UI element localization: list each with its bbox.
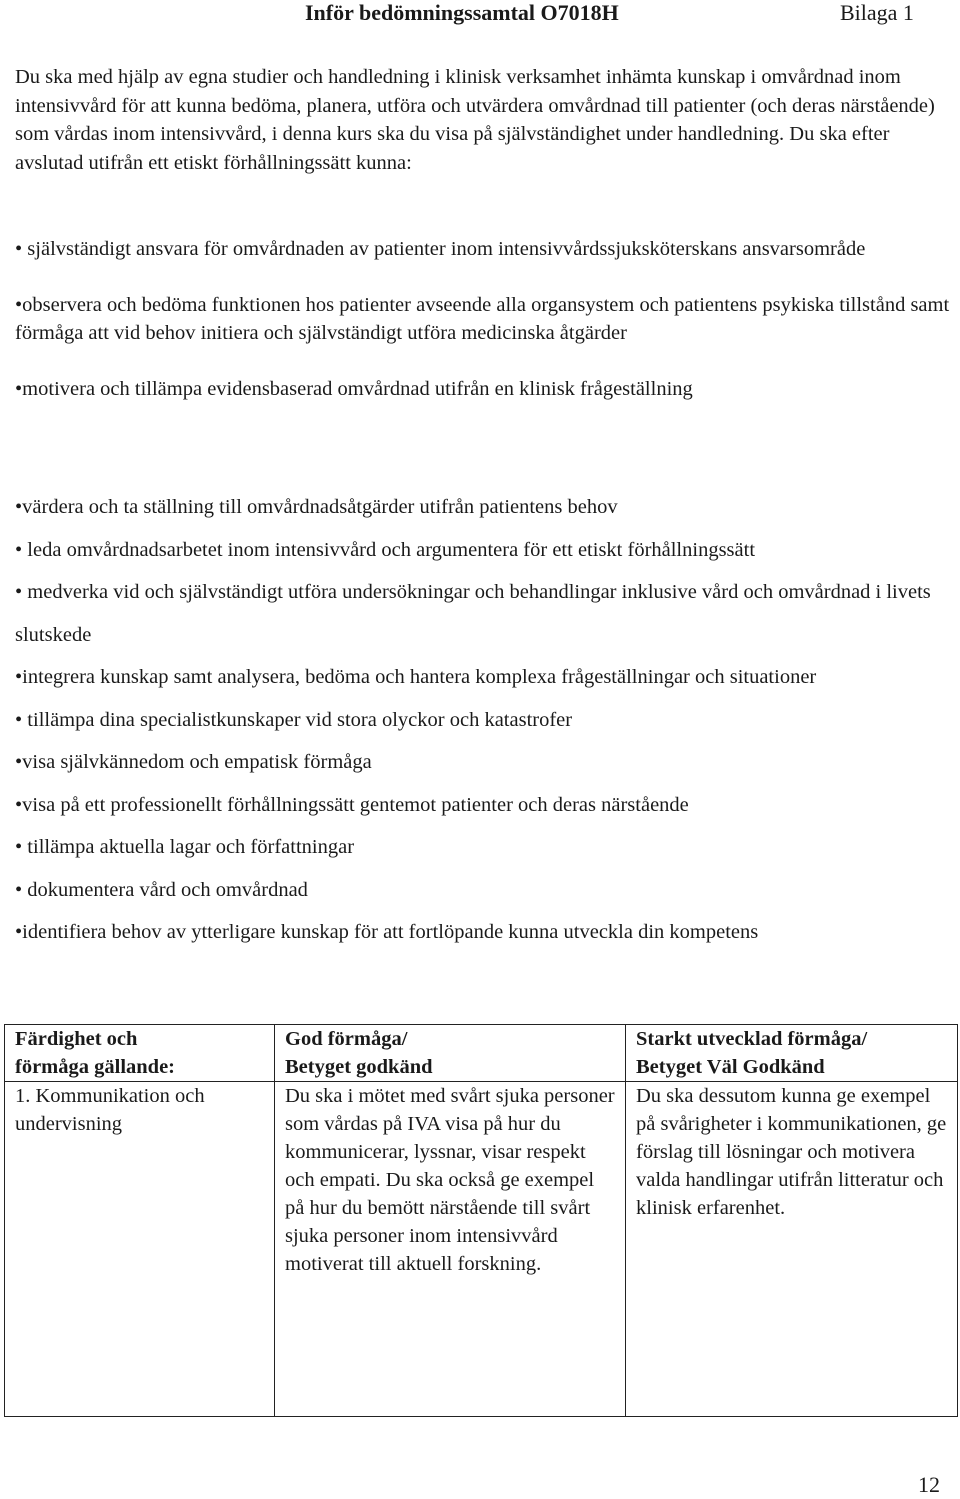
objective-item: •motivera och tillämpa evidensbaserad omvårdnad utifrån en klinisk frågeställning — [15, 378, 693, 400]
table-header-good — [275, 1025, 626, 1082]
header-line: Betyget godkänd — [285, 1056, 433, 1078]
grading-table — [4, 1024, 958, 1417]
table-row — [5, 1082, 958, 1417]
table-header-skill — [5, 1025, 275, 1082]
header-line: Färdighet och — [15, 1028, 138, 1050]
good-criteria-cell: Du ska i mötet med svårt sjuka personer som vårdas på IVA visa på hur du kommunicerar, lyssnar, visar respekt och empati. Du ska också ge exempel på hur du bemött närstående till svårt sjuka personer inom intensivvård motiverat till aktuell forskning. — [275, 1082, 626, 1417]
very-good-criteria-cell: Du ska dessutom kunna ge exempel på svårigheter i kommunikationen, ge förslag till lösningar och motivera valda handlingar utifrån litteratur och klinisk erfarenhet. — [626, 1082, 958, 1417]
document-title: Inför bedömningssamtal O7018H — [305, 0, 619, 25]
table-header-very-good — [626, 1025, 958, 1082]
objective-item: • dokumentera vård och omvårdnad — [15, 878, 308, 901]
objectives-list-sans — [15, 235, 950, 431]
table-header-row — [5, 1025, 958, 1082]
page-number: 12 — [918, 1472, 940, 1497]
appendix-label: Bilaga 1 — [840, 0, 914, 25]
objectives-list-serif — [15, 486, 950, 954]
objective-item: • leda omvårdnadsarbetet inom intensivvård och argumentera för ett etiskt förhållningssätt — [15, 538, 756, 561]
objective-item: • medverka vid och självständigt utföra undersökningar och behandlingar inklusive vård och omvårdnad i livets slutskede — [15, 581, 931, 646]
objective-item: • tillämpa aktuella lagar och författningar — [15, 836, 355, 858]
header-line: förmåga gällande: — [15, 1056, 175, 1078]
objective-item: •värdera och ta ställning till omvårdnadsåtgärder utifrån patientens behov — [15, 496, 618, 518]
intro-paragraph: Du ska med hjälp av egna studier och handledning i klinisk verksamhet inhämta kunskap i omvårdnad inom intensivvård för att kunna bedöma, planera, utföra och utvärdera omvårdnad till patienter (och deras närstående) som vårdas inom intensivvård, i denna kurs ska du visa på självständighet under handledning. Du ska efter avslutad utifrån ett etiskt förhållningssätt kunna: — [15, 66, 935, 174]
header-line: God förmåga/ — [285, 1028, 408, 1050]
objective-item: •integrera kunskap samt analysera, bedöma och hantera komplexa frågeställningar och situationer — [15, 666, 817, 688]
objective-item: •identifiera behov av ytterligare kunskap för att fortlöpande kunna utveckla din kompetens — [15, 921, 759, 943]
objective-item: • självständigt ansvara för omvårdnaden av patienter inom intensivvårdssjuksköterskans ansvarsområde — [15, 238, 866, 260]
header-line: Betyget Väl Godkänd — [636, 1056, 825, 1078]
objective-item: • tillämpa dina specialistkunskaper vid stora olyckor och katastrofer — [15, 708, 573, 731]
objective-item: •observera och bedöma funktionen hos patienter avseende alla organsystem och patientens psykiska tillstånd samt förmåga att vid behov initiera och självständigt utföra medicinska åtgärder — [15, 294, 950, 344]
objective-item: •visa på ett professionellt förhållningssätt gentemot patienter och deras närstående — [15, 793, 689, 816]
skill-cell: 1. Kommunikation och undervisning — [5, 1082, 275, 1417]
objective-item: •visa självkännedom och empatisk förmåga — [15, 751, 372, 773]
header-line: Starkt utvecklad förmåga/ — [636, 1028, 868, 1050]
